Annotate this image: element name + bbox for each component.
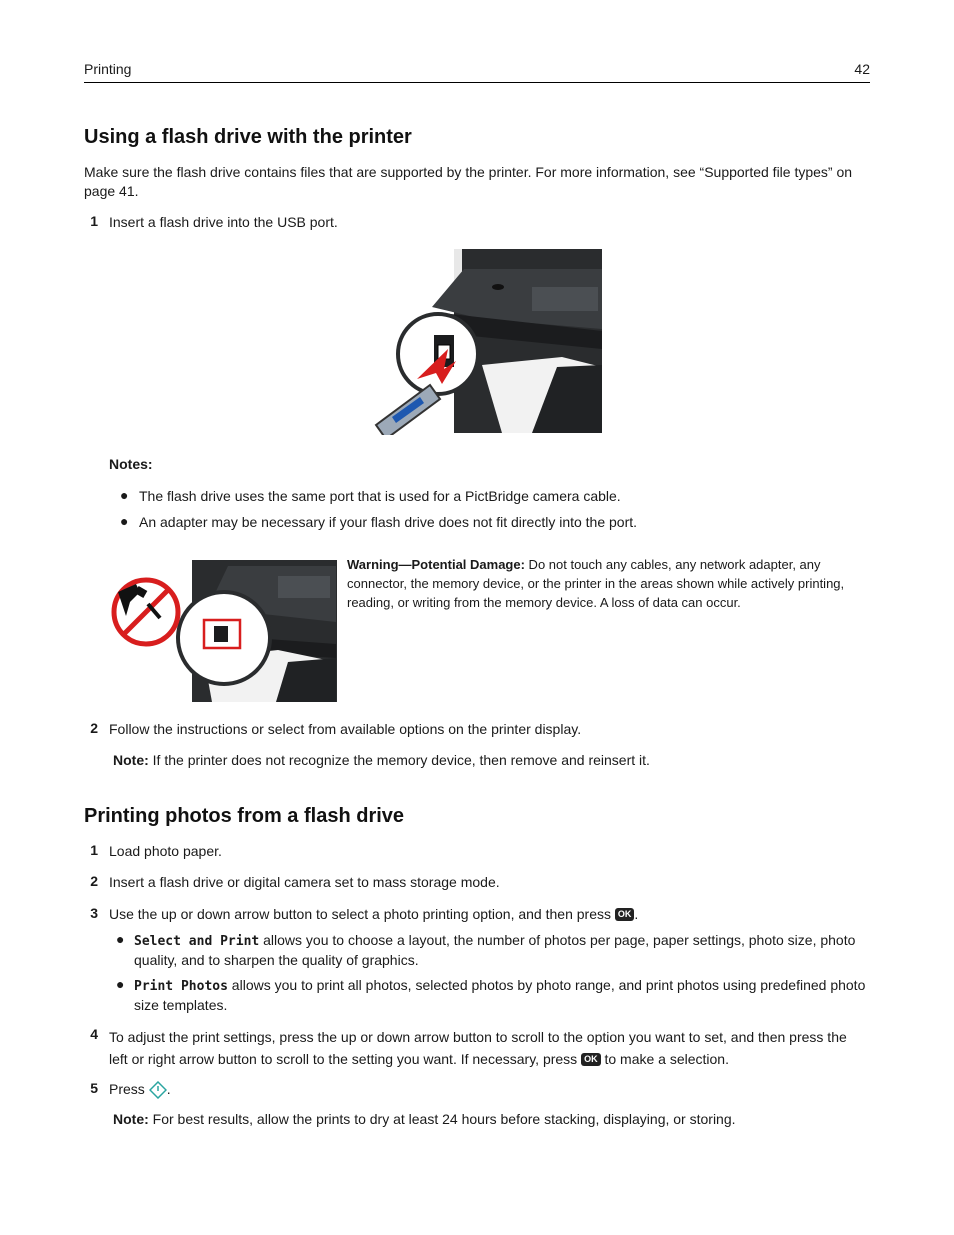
note-text: If the printer does not recognize the memory device, then remove and reinsert it. <box>148 752 650 768</box>
warning-paragraph <box>347 555 867 612</box>
step-number: 5 <box>90 1080 98 1096</box>
step-number: 2 <box>90 873 98 889</box>
step-text: Follow the instructions or select from available options on the printer display. <box>109 721 582 737</box>
bullet-icon: ● <box>120 487 129 503</box>
notes-label: Notes: <box>109 456 153 472</box>
note-paragraph <box>113 1110 869 1129</box>
option-item: Print Photos allows you to print all photos, selected photos by photo range, and print photos using predefined photo size templates. <box>134 977 866 1013</box>
note-paragraph <box>113 751 869 770</box>
note-label: Note: <box>113 752 149 768</box>
header-page-number: 42 <box>854 61 870 77</box>
ok-button-icon: OK <box>615 908 635 921</box>
page-header <box>84 60 870 83</box>
note-text: For best results, allow the prints to dry at least 24 hours before stacking, displaying, or storing. <box>148 1111 736 1127</box>
option-code: Select and Print <box>134 934 260 949</box>
step-text: Insert a flash drive or digital camera set to mass storage mode. <box>109 874 500 890</box>
step-number: 1 <box>90 842 98 858</box>
section-title-flash-drive: Using a flash drive with the printer <box>84 126 412 148</box>
bullet-icon: ● <box>120 513 129 529</box>
step-number: 2 <box>90 720 98 736</box>
step-number: 1 <box>90 213 98 229</box>
option-code: Print Photos <box>134 979 228 994</box>
start-diamond-icon <box>149 1081 167 1099</box>
header-section-title: Printing <box>84 61 132 77</box>
step-text: Load photo paper. <box>109 843 222 859</box>
note-item: An adapter may be necessary if your flash drive does not fit directly into the port. <box>139 514 638 530</box>
step-text: To adjust the print settings, press the up or down arrow button to scroll to the option you want to set, and then press the left or right arrow button to scroll to the setting you want. If necessary, press OK to make a selection. <box>109 1029 847 1067</box>
bullet-icon: ● <box>116 931 125 947</box>
step-number: 4 <box>90 1026 98 1042</box>
warning-text: Do not touch any cables, any network adapter, any connector, the memory device, or the printer in the areas shown while actively printing, reading, or writing from the memory device. A loss of data can occur. <box>347 557 845 610</box>
option-item: Select and Print allows you to choose a layout, the number of photos per page, paper settings, photo size, photo quality, and to sharpen the quality of graphics. <box>134 932 856 968</box>
note-item: The flash drive uses the same port that is used for a PictBridge camera cable. <box>139 488 621 504</box>
bullet-icon: ● <box>116 976 125 992</box>
note-label: Note: <box>113 1111 149 1127</box>
step-number: 3 <box>90 905 98 921</box>
warning-label: Warning—Potential Damage: <box>347 557 525 572</box>
intro-paragraph: Make sure the flash drive contains files that are supported by the printer. For more information, see “Supported file types” on page 41. <box>84 164 853 199</box>
section-title-printing-photos: Printing photos from a flash drive <box>84 805 405 827</box>
warning-illustration <box>108 558 338 704</box>
step-text: Use the up or down arrow button to select a photo printing option, and then press OK . <box>109 906 639 922</box>
flash-drive-insert-illustration <box>372 249 604 435</box>
ok-button-icon: OK <box>581 1053 601 1066</box>
step-text: Insert a flash drive into the USB port. <box>109 214 338 230</box>
step-text: Press . <box>109 1081 171 1097</box>
